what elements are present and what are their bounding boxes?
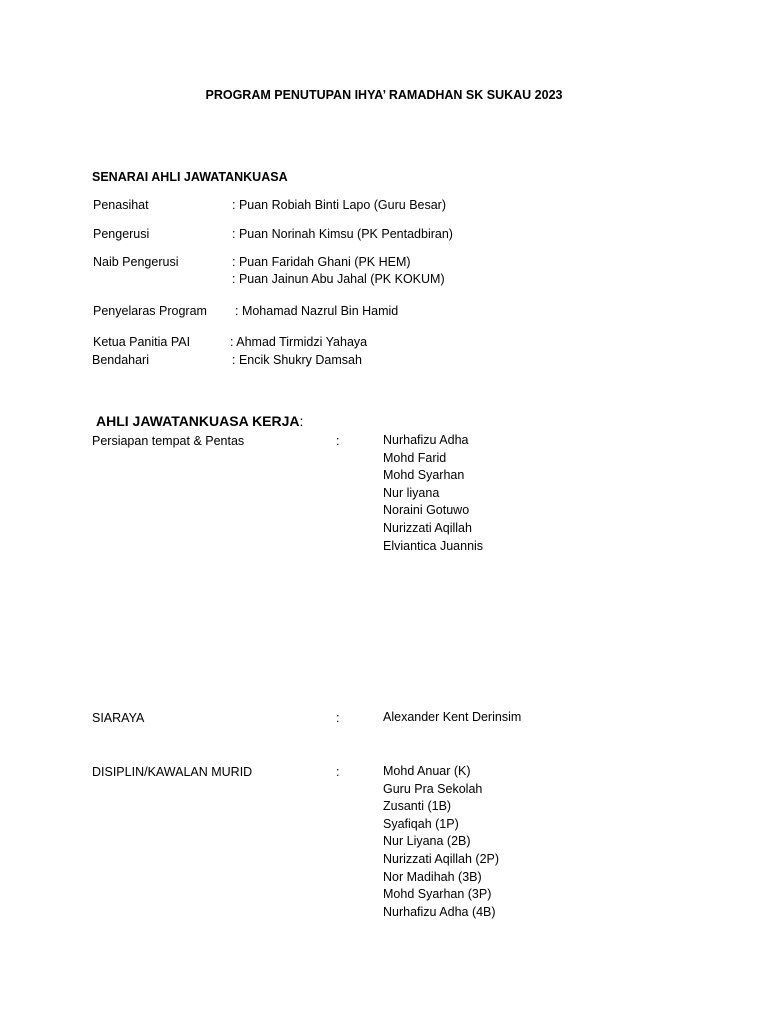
committee-value-penasihat: : Puan Robiah Binti Lapo (Guru Besar) (232, 198, 447, 212)
section-names-siaraya (383, 709, 521, 727)
section-colon-disiplin: : (336, 765, 340, 779)
list-item: Nur Liyana (2B) (383, 834, 471, 849)
committee-heading: SENARAI AHLI JAWATANKUASA (92, 170, 288, 184)
section-names-disiplin (383, 763, 499, 921)
list-item: Alexander Kent Derinsim (383, 710, 522, 724)
section-label-persiapan: Persiapan tempat & Pentas (92, 434, 245, 448)
list-item: Nurizzati Aqillah (383, 520, 472, 535)
section-label-disiplin: DISIPLIN/KAWALAN MURID (92, 765, 253, 779)
section-colon-siaraya: : (336, 711, 340, 725)
list-item: Syafiqah (1P) (383, 816, 459, 831)
committee-value-naib-pengerusi-2: : Puan Jainun Abu Jahal (PK KOKUM) (232, 272, 445, 286)
committee-label-bendahari: Bendahari (92, 353, 149, 367)
list-item: Mohd Anuar (K) (383, 764, 471, 778)
list-item: Mohd Farid (383, 450, 447, 465)
list-item: Nurizzati Aqillah (2P) (383, 851, 500, 866)
working-committee-heading: AHLI JAWATANKUASA KERJA: (96, 413, 304, 429)
committee-label-penyelaras: Penyelaras Program (93, 304, 207, 318)
list-item: Elviantica Juannis (383, 538, 484, 553)
list-item: Noraini Gotuwo (383, 503, 470, 518)
committee-label-pengerusi: Pengerusi (93, 227, 150, 241)
section-label-siaraya: SIARAYA (92, 711, 145, 725)
committee-label-penasihat: Penasihat (93, 198, 149, 212)
committee-value-bendahari: : Encik Shukry Damsah (232, 353, 362, 367)
list-item: Mohd Syarhan (3P) (383, 887, 492, 902)
list-item: Nor Madihah (3B) (383, 869, 482, 884)
section-names-persiapan (383, 432, 483, 555)
list-item: Nurhafizu Adha (383, 433, 469, 447)
committee-label-naib-pengerusi: Naib Pengerusi (93, 255, 179, 269)
document-title: PROGRAM PENUTUPAN IHYA’ RAMADHAN SK SUKAU 2023 (205, 88, 563, 102)
list-item: Guru Pra Sekolah (383, 781, 483, 796)
list-item: Zusanti (1B) (383, 799, 452, 814)
committee-value-pengerusi: : Puan Norinah Kimsu (PK Pentadbiran) (232, 227, 453, 241)
list-item: Nur liyana (383, 485, 440, 500)
committee-value-penyelaras: : Mohamad Nazrul Bin Hamid (235, 304, 399, 318)
section-colon-persiapan: : (336, 434, 340, 448)
committee-label-ketua-panitia: Ketua Panitia PAI (93, 335, 191, 349)
committee-value-naib-pengerusi-1: : Puan Faridah Ghani (PK HEM) (232, 255, 411, 269)
list-item: Nurhafizu Adha (4B) (383, 904, 496, 919)
committee-value-ketua-panitia: : Ahmad Tirmidzi Yahaya (230, 335, 368, 349)
list-item: Mohd Syarhan (383, 468, 465, 483)
